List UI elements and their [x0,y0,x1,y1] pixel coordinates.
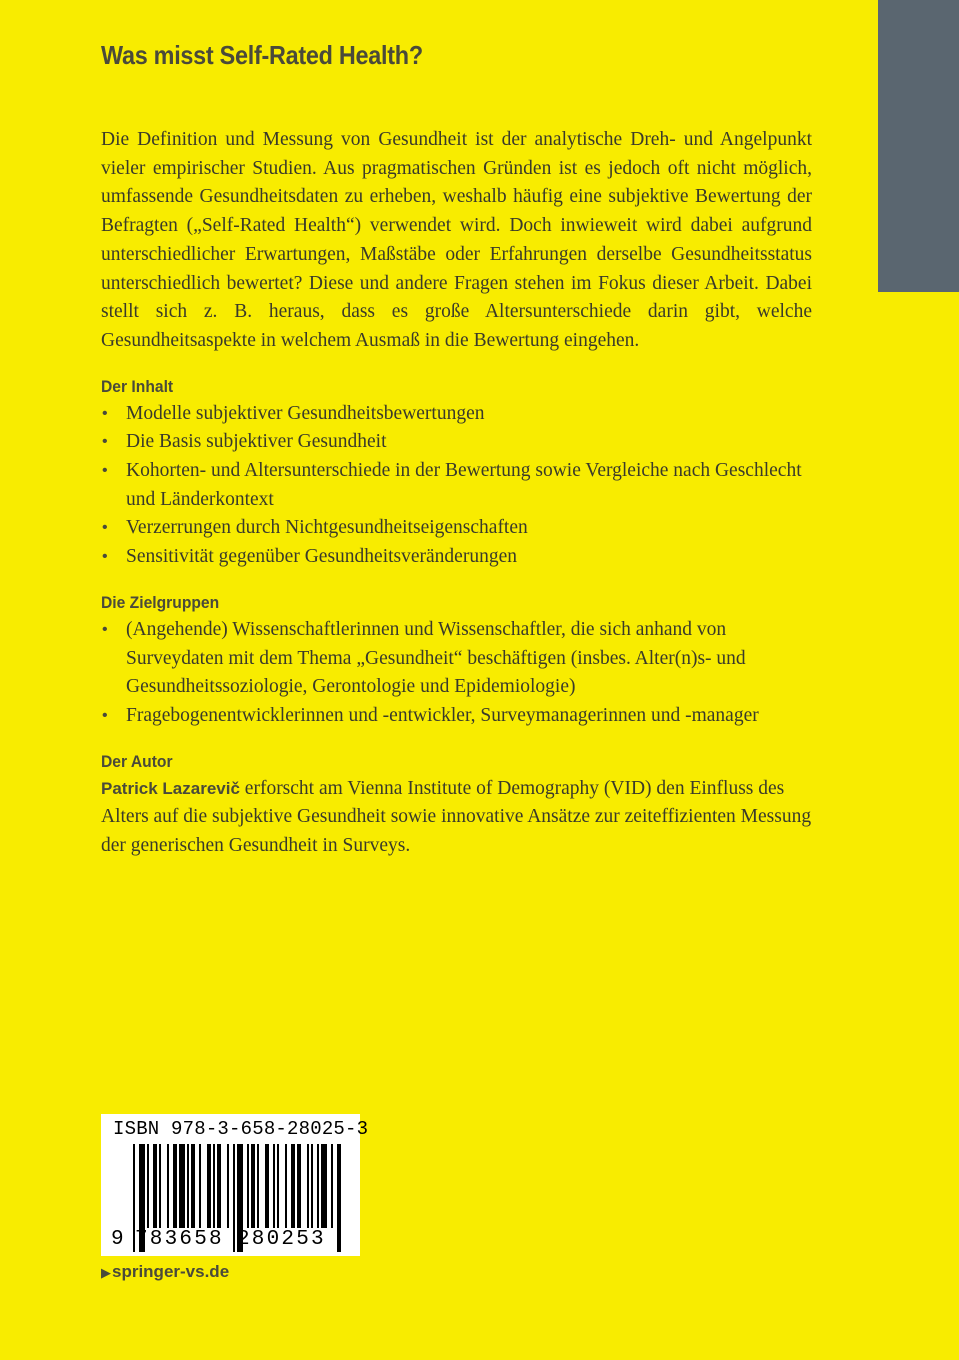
list-item: • Sensitivität gegenüber Gesundheitsveränderungen [101,543,812,572]
barcode-bar [217,1144,221,1228]
zielgruppen-list [101,616,812,731]
barcode-bar [307,1144,309,1228]
isbn-barcode-box [101,1114,369,1256]
barcode-bar [317,1144,319,1228]
barcode-bar [291,1144,295,1228]
barcode-bar [153,1144,157,1228]
list-item: • Fragebogenentwicklerinnen und -entwickler, Surveymanagerinnen und -manager [101,702,812,731]
barcode-bar [233,1144,235,1252]
barcode-bar [187,1144,189,1228]
list-item: • Modelle subjektiver Gesundheitsbewertungen [101,400,812,429]
back-cover-content [101,126,812,861]
barcode-bar [297,1144,301,1228]
isbn-label: ISBN 978-3-658-28025-3 [113,1118,369,1140]
barcode-bar [273,1144,275,1228]
barcode-bar [337,1144,341,1252]
inhalt-list [101,400,812,572]
barcode-bar [311,1144,313,1228]
barcode-bar [159,1144,161,1228]
barcode-bar [199,1144,201,1228]
barcode-digit-group-2: 280253 [237,1228,326,1251]
list-item: • Verzerrungen durch Nichtgesundheitseigenschaften [101,514,812,543]
barcode-bar [247,1144,249,1228]
barcode-bar [285,1144,287,1228]
list-item: • Die Basis subjektiver Gesundheit [101,428,812,457]
barcode-digit-group-1: 783658 [135,1228,224,1251]
blurb-paragraph: Die Definition und Messung von Gesundheit ist der analytische Dreh- und Angelpunkt vieler empirischer Studien. Aus pragmatischen Gründen ist es jedoch oft nicht möglich, umfassende Gesundheitsdaten zu erheben, weshalb häufig eine subjektive Bewertung der Befragten („Self-Rated Health“) verwendet wird. Doch inwieweit wird dabei aufgrund unterschiedlicher Erwartungen, Maßstäbe oder Erfahrungen derselbe Gesundheitsstatus unterschiedlich bewertet? Diese und andere Fragen stehen im Fokus dieser Arbeit. Dabei stellt sich z. B. heraus, dass es große Altersunterschiede darin gibt, welche Gesundheitsaspekte in welchem Ausmaß in die Bewertung eingehen. [101,129,812,351]
barcode-bar [257,1144,259,1228]
barcode-bar [191,1144,195,1228]
barcode-bar [227,1144,229,1228]
barcode-bar [167,1144,169,1228]
publisher-link[interactable] [101,1262,229,1282]
barcode-bar [265,1144,269,1228]
barcode-bar [173,1144,177,1228]
author-name: Patrick Lazarevič [101,778,240,798]
barcode-bar [179,1144,185,1228]
inhalt-heading: Der Inhalt [101,376,174,396]
list-item: • (Angehende) Wissenschaftlerinnen und Wissenschaftler, die sich anhand von Surveydaten mit dem Thema „Gesundheit“ beschäftigen (insbes. Alter(n)s- und Gesundheitssoziologie, Gerontologie und Epidemiologie) [101,616,812,702]
author-text: erforscht am Vienna Institute of Demography (VID) den Einfluss des Alters auf die subjektive Gesundheit sowie innovative Ansätze zur zeiteffizienten Messung der generischen Gesundheit in Surveys. [101,777,812,857]
barcode-bar [251,1144,255,1228]
book-title: Was misst Self-Rated Health? [101,40,423,70]
barcode-bar [331,1144,333,1228]
zielgruppen-heading: Die Zielgruppen [101,592,220,612]
barcode-bar [213,1144,215,1228]
barcode-bar [207,1144,211,1228]
barcode-bar [277,1144,279,1228]
publisher-url: springer-vs.de [112,1262,230,1281]
barcode-bar [321,1144,327,1228]
play-arrow-icon: ▶ [101,1265,111,1280]
list-item: • Kohorten- und Altersunterschiede in der Bewertung sowie Vergleiche nach Geschlecht und Länderkontext [101,457,812,514]
decorative-side-block [878,0,959,292]
barcode-bar [147,1144,149,1228]
autor-heading: Der Autor [101,751,173,771]
author-paragraph [101,775,812,861]
barcode-lead-digit: 9 [111,1228,124,1251]
